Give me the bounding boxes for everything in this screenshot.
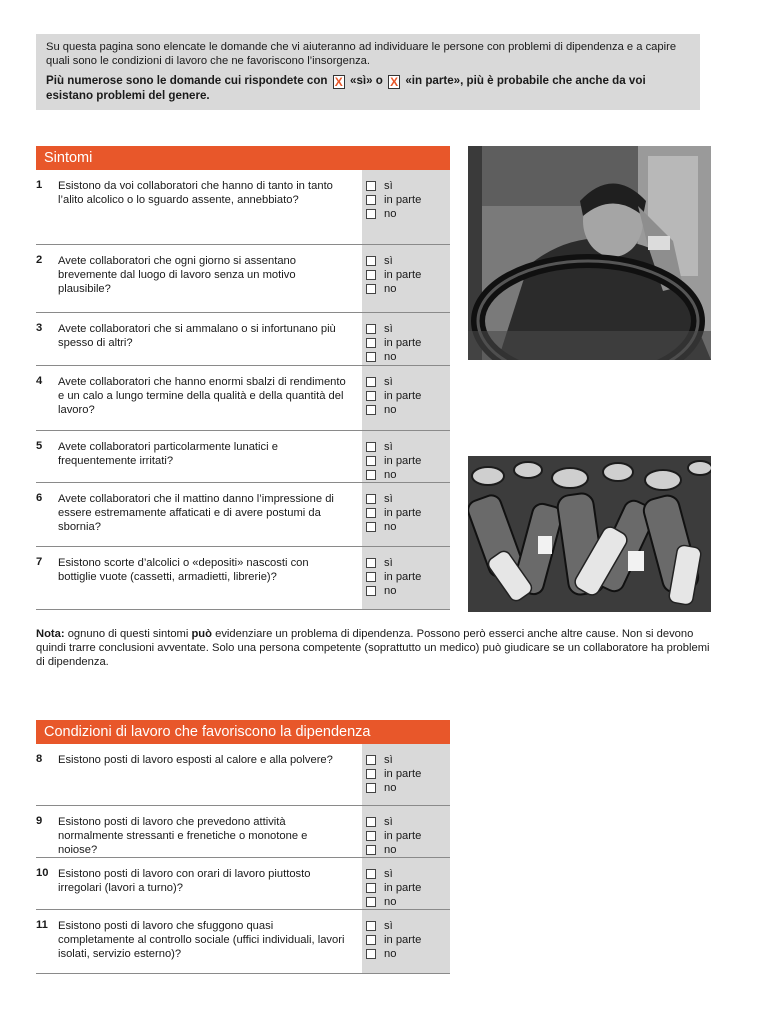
option-label: in parte — [384, 934, 422, 946]
question-text: Esistono scorte d’alcolici o «depositi» nascosti con bottiglie vuote (cassetti, armadietti, librerie)? — [58, 557, 309, 583]
nota-text-a: ognuno di questi sintomi — [67, 628, 189, 640]
option-si[interactable] — [366, 919, 450, 933]
option-label: in parte — [384, 337, 422, 349]
checkbox[interactable] — [366, 284, 376, 294]
question-text: Avete collaboratori che hanno enormi sbalzi di rendimento e un calo a lungo termine della qualità e della quantità del lavoro? — [58, 376, 346, 416]
option-si[interactable] — [366, 179, 450, 193]
intro-instruction — [46, 74, 690, 103]
section-condizioni-header — [36, 720, 450, 744]
option-in-parte[interactable] — [366, 193, 450, 207]
checkbox[interactable] — [366, 352, 376, 362]
checkbox[interactable] — [366, 869, 376, 879]
option-si[interactable] — [366, 322, 450, 336]
option-label: no — [384, 948, 397, 960]
option-label: no — [384, 469, 397, 481]
option-no[interactable] — [366, 282, 450, 296]
option-si[interactable] — [366, 254, 450, 268]
option-in-parte[interactable] — [366, 389, 450, 403]
answer-options — [366, 440, 450, 482]
option-in-parte[interactable] — [366, 767, 450, 781]
option-si[interactable] — [366, 867, 450, 881]
checkbox[interactable] — [366, 949, 376, 959]
section-title: Condizioni di lavoro che favoriscono la dipendenza — [44, 724, 371, 740]
answer-options — [366, 322, 450, 364]
option-in-parte[interactable] — [366, 881, 450, 895]
question-row — [36, 858, 450, 910]
question-text: Esistono posti di lavoro che prevedono attività normalmente stressanti e frenetiche o monotone e noiose? — [58, 816, 308, 856]
check-mark-icon: X — [390, 75, 399, 89]
checkbox[interactable] — [366, 377, 376, 387]
checkbox[interactable] — [366, 921, 376, 931]
question-number: 7 — [36, 556, 43, 568]
photo-tired-worker — [468, 146, 711, 360]
option-label: no — [384, 521, 397, 533]
option-si[interactable] — [366, 440, 450, 454]
question-text: Esistono posti di lavoro che sfuggono quasi completamente al controllo sociale (uffici individuali, lavori isolati, servizio esterno)? — [58, 920, 345, 960]
checkbox[interactable] — [366, 817, 376, 827]
question-row — [36, 806, 450, 858]
photo-bottles — [468, 456, 711, 612]
option-no[interactable] — [366, 403, 450, 417]
question-number: 6 — [36, 492, 43, 504]
question-row — [36, 910, 450, 974]
option-label: no — [384, 585, 397, 597]
option-label: no — [384, 782, 397, 794]
option-label: no — [384, 351, 397, 363]
question-text: Esistono da voi collaboratori che hanno di tanto in tanto l’alito alcolico o lo sguardo assente, annebbiato? — [58, 180, 333, 206]
checkbox[interactable] — [366, 442, 376, 452]
question-row — [36, 313, 450, 366]
option-label: no — [384, 404, 397, 416]
option-label: sì — [384, 323, 393, 335]
answer-options — [366, 867, 450, 909]
checkbox[interactable] — [366, 470, 376, 480]
question-row — [36, 483, 450, 547]
checkbox[interactable] — [366, 256, 376, 266]
checkbox[interactable] — [366, 845, 376, 855]
answer-options — [366, 492, 450, 534]
checkbox[interactable] — [366, 883, 376, 893]
question-text: Esistono posti di lavoro con orari di lavoro piuttosto irregolari (lavori a turno)? — [58, 868, 311, 894]
question-text: Avete collaboratori che si ammalano o si infortunano più spesso di altri? — [58, 323, 336, 349]
option-label: sì — [384, 441, 393, 453]
sintomi-table — [36, 170, 450, 610]
option-si[interactable] — [366, 492, 450, 506]
answer-options — [366, 556, 450, 598]
checkbox[interactable] — [366, 558, 376, 568]
option-label: in parte — [384, 571, 422, 583]
question-text: Avete collaboratori che il mattino danno l’impressione di essere estremamente affaticati e di avere postumi da sbornia? — [58, 493, 334, 533]
checkbox[interactable] — [366, 324, 376, 334]
option-no[interactable] — [366, 895, 450, 909]
option-label: no — [384, 283, 397, 295]
option-in-parte[interactable] — [366, 454, 450, 468]
option-label: sì — [384, 493, 393, 505]
answer-options — [366, 179, 450, 221]
question-row — [36, 245, 450, 313]
question-row — [36, 431, 450, 483]
question-text: Esistono posti di lavoro esposti al calore e alla polvere? — [58, 754, 333, 766]
option-label: in parte — [384, 390, 422, 402]
option-label: in parte — [384, 882, 422, 894]
option-label: sì — [384, 868, 393, 880]
option-in-parte[interactable] — [366, 933, 450, 947]
nota-label: Nota: — [36, 628, 65, 640]
question-row — [36, 744, 450, 806]
checkbox[interactable] — [366, 522, 376, 532]
option-label: sì — [384, 255, 393, 267]
checkbox[interactable] — [366, 494, 376, 504]
answer-options — [366, 815, 450, 857]
answer-options — [366, 254, 450, 296]
option-in-parte[interactable] — [366, 570, 450, 584]
answer-options — [366, 375, 450, 417]
option-label: no — [384, 208, 397, 220]
option-in-parte[interactable] — [366, 336, 450, 350]
intro-box — [36, 34, 700, 110]
option-no[interactable] — [366, 947, 450, 961]
option-si[interactable] — [366, 815, 450, 829]
checkbox[interactable] — [366, 405, 376, 415]
option-in-parte[interactable] — [366, 268, 450, 282]
option-label: sì — [384, 557, 393, 569]
checkbox[interactable] — [366, 209, 376, 219]
option-no[interactable] — [366, 520, 450, 534]
option-no[interactable] — [366, 843, 450, 857]
option-label: no — [384, 844, 397, 856]
check-mark-icon: X — [334, 75, 343, 89]
option-label: in parte — [384, 507, 422, 519]
intro-text: Su questa pagina sono elencate le domande che vi aiuteranno ad individuare le persone con problemi di dipendenza e a capire quali sono le condizioni di lavoro che ne favoriscono l’insorgenza. — [46, 41, 677, 67]
question-number: 3 — [36, 322, 43, 334]
option-label: in parte — [384, 455, 422, 467]
question-row — [36, 170, 450, 245]
checkbox[interactable] — [366, 831, 376, 841]
answer-options — [366, 919, 450, 961]
option-label: in parte — [384, 269, 422, 281]
question-row — [36, 547, 450, 610]
intro-instruction-c: «in parte», più è probabile che anche da voi esistano problemi del genere. — [46, 74, 646, 102]
option-label: no — [384, 896, 397, 908]
intro-instruction-a: Più numerose sono le domande cui rispondete con — [46, 74, 328, 87]
option-label: in parte — [384, 830, 422, 842]
option-label: sì — [384, 920, 393, 932]
condizioni-table — [36, 744, 450, 974]
option-label: in parte — [384, 768, 422, 780]
checkbox[interactable] — [366, 897, 376, 907]
question-number: 2 — [36, 254, 43, 266]
option-no[interactable] — [366, 781, 450, 795]
option-si[interactable] — [366, 556, 450, 570]
question-number: 1 — [36, 179, 43, 191]
option-label: sì — [384, 180, 393, 192]
question-text: Avete collaboratori particolarmente lunatici e frequentemente irritati? — [58, 441, 278, 467]
checkbox[interactable] — [366, 783, 376, 793]
intro-instruction-b: «sì» o — [350, 74, 383, 87]
question-number: 4 — [36, 375, 43, 387]
question-number: 10 — [36, 867, 49, 879]
question-row — [36, 366, 450, 431]
checkbox[interactable] — [366, 338, 376, 348]
question-text: Avete collaboratori che ogni giorno si assentano brevemente dal luogo di lavoro senza un motivo plausibile? — [58, 255, 296, 295]
section-title: Sintomi — [44, 150, 93, 166]
checkbox[interactable] — [366, 195, 376, 205]
checkbox[interactable] — [366, 769, 376, 779]
checkbox[interactable] — [366, 586, 376, 596]
option-label: sì — [384, 816, 393, 828]
question-number: 8 — [36, 753, 43, 765]
option-in-parte[interactable] — [366, 829, 450, 843]
checkbox[interactable] — [366, 456, 376, 466]
checkbox[interactable] — [366, 508, 376, 518]
option-no[interactable] — [366, 207, 450, 221]
checkbox[interactable] — [366, 181, 376, 191]
question-number: 5 — [36, 440, 43, 452]
option-no[interactable] — [366, 468, 450, 482]
option-si[interactable] — [366, 753, 450, 767]
checkbox[interactable] — [366, 755, 376, 765]
nota-text-b: evidenziare un problema di dipendenza. Possono però esserci anche altre cause. Non si devono quindi trarre conclusioni avventate. Solo una persona competente (soprattutto un medico) può giudicare se un collaboratore ha problemi di dipendenza. — [36, 628, 710, 668]
option-in-parte[interactable] — [366, 506, 450, 520]
option-no[interactable] — [366, 584, 450, 598]
option-label: sì — [384, 754, 393, 766]
answer-options — [366, 753, 450, 795]
nota-paragraph — [36, 627, 712, 669]
question-number: 9 — [36, 815, 43, 827]
option-label: in parte — [384, 194, 422, 206]
option-si[interactable] — [366, 375, 450, 389]
option-no[interactable] — [366, 350, 450, 364]
question-number: 11 — [36, 919, 48, 931]
checkbox[interactable] — [366, 270, 376, 280]
nota-bold: può — [191, 628, 212, 640]
checkbox[interactable] — [366, 935, 376, 945]
checkbox[interactable] — [366, 572, 376, 582]
option-label: sì — [384, 376, 393, 388]
checkbox[interactable] — [366, 391, 376, 401]
section-sintomi-header — [36, 146, 450, 170]
